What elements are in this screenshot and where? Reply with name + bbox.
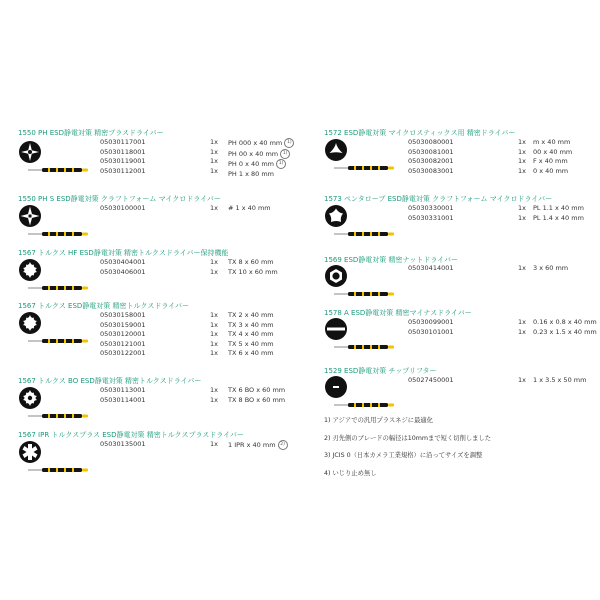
screwdriver-image <box>28 158 90 164</box>
size-spec: 0.16 x 0.8 x 40 mm <box>533 318 597 326</box>
screwdriver-image <box>334 335 396 341</box>
screwdriver-image <box>28 458 90 464</box>
part-number: 05030158001 <box>100 311 146 319</box>
group-title: 1573 ペンタローブ ESD静電対策 クラフトフォーム マイクロドライバー <box>324 195 553 203</box>
quantity: 1x <box>518 376 526 384</box>
part-number: 05030331001 <box>408 213 454 222</box>
size-spec: TX 10 x 60 mm <box>228 267 278 276</box>
quantity: 1x <box>210 311 218 319</box>
part-number: 05030135001 <box>100 440 146 448</box>
group-title: 1578 A ESD静電対策 精密マイナスドライバー <box>324 309 472 317</box>
footnote: 2) 刃先側のブレードの幅径は10mmまで短く切削しました <box>324 434 492 442</box>
size-spec: 1 x 3.5 x 50 mm <box>533 376 587 384</box>
part-number: 05030080001 <box>408 138 454 146</box>
size-spec: PH 00 x 40 mm <box>228 149 279 158</box>
part-number: 05030118001 <box>100 147 146 156</box>
quantity: 1x <box>518 327 526 336</box>
footnotes <box>324 415 491 485</box>
quantity: 1x <box>210 204 218 212</box>
size-spec: 0 x 40 mm <box>533 166 569 175</box>
part-number: 05030113001 <box>100 386 146 394</box>
part-number: 05030117001 <box>100 138 146 146</box>
footnote-marker: 1) <box>276 159 286 169</box>
size-spec: TX 6 BO x 60 mm <box>228 386 286 394</box>
quantity: 1x <box>210 157 218 166</box>
group-title: 1567 トルクス BO ESD静電対策 精密トルクスドライバー <box>18 377 202 385</box>
size-spec: TX 4 x 40 mm <box>228 330 274 339</box>
quantity: 1x <box>210 320 218 329</box>
quantity: 1x <box>518 157 526 166</box>
footnote: 3) JCIS 0（日本カメラ工業規格）に沿ってサイズを調整 <box>324 452 483 459</box>
quantity: 1x <box>518 147 526 156</box>
quantity: 1x <box>518 204 526 212</box>
size-spec: TX 2 x 40 mm <box>228 311 274 319</box>
part-number: 05030404001 <box>100 258 146 266</box>
size-spec: 3 x 60 mm <box>533 264 569 272</box>
quantity: 1x <box>210 138 218 146</box>
part-number: 05027450001 <box>408 376 454 384</box>
quantity: 1x <box>518 213 526 222</box>
part-number: 05030100001 <box>100 204 146 212</box>
group-title: 1550 PH S ESD静電対策 クラフトフォーム マイクロドライバー <box>18 195 221 203</box>
screwdriver-image <box>334 222 396 228</box>
part-number: 05030099001 <box>408 318 454 326</box>
screwdriver-image <box>28 222 90 228</box>
size-spec: F x 40 mm <box>533 157 568 166</box>
part-number: 05030101001 <box>408 327 454 336</box>
part-number: 05030112001 <box>100 166 146 175</box>
size-spec: 1 IPR x 40 mm <box>228 441 276 449</box>
quantity: 1x <box>518 138 526 146</box>
quantity: 1x <box>210 330 218 339</box>
size-spec: PH 000 x 40 mm <box>228 139 283 147</box>
size-spec: PL 1.4 x 40 mm <box>533 213 584 222</box>
footnote-marker: 1) <box>284 138 294 148</box>
size-spec: TX 5 x 40 mm <box>228 339 274 348</box>
quantity: 1x <box>210 339 218 348</box>
screwdriver-image <box>28 404 90 410</box>
size-spec: TX 6 x 40 mm <box>228 349 274 358</box>
screwdriver-image <box>334 282 396 288</box>
size-spec: PH 0 x 40 mm <box>228 160 274 169</box>
part-number: 05030159001 <box>100 320 146 329</box>
size-spec: TX 8 x 60 mm <box>228 258 274 266</box>
quantity: 1x <box>210 395 218 404</box>
part-number: 05030119001 <box>100 157 146 166</box>
group-title: 1567 トルクス ESD静電対策 精密トルクスドライバー <box>18 302 189 310</box>
footnote: 1) アジアでの汎用プラスネジに最適化 <box>324 417 433 424</box>
part-number: 05030120001 <box>100 330 146 339</box>
screwdriver-image <box>28 329 90 335</box>
quantity: 1x <box>210 147 218 156</box>
quantity: 1x <box>210 349 218 358</box>
group-title: 1569 ESD静電対策 精密ナットドライバー <box>324 256 459 264</box>
group-title: 1550 PH ESD静電対策 精密プラスドライバー <box>18 129 164 137</box>
part-number: 05030114001 <box>100 395 146 404</box>
quantity: 1x <box>518 318 526 326</box>
group-title: 1529 ESD静電対策 チップリフター <box>324 367 437 375</box>
size-spec: # 1 x 40 mm <box>228 204 271 212</box>
quantity: 1x <box>518 264 526 272</box>
quantity: 1x <box>210 440 218 448</box>
group-title: 1567 トルクス HF ESD静電対策 精密トルクスドライバー保持機能 <box>18 249 229 257</box>
quantity: 1x <box>518 166 526 175</box>
size-spec: PL 1.1 x 40 mm <box>533 204 584 212</box>
quantity: 1x <box>210 267 218 276</box>
screwdriver-image <box>28 276 90 282</box>
footnote: 4) いじり止め無し <box>324 469 377 477</box>
part-number: 05030414001 <box>408 264 454 272</box>
footnote-marker: 2) <box>278 440 288 450</box>
screwdriver-image <box>334 393 396 399</box>
part-number: 05030122001 <box>100 349 146 358</box>
size-spec: TX 3 x 40 mm <box>228 320 274 329</box>
size-spec: 00 x 40 mm <box>533 147 573 156</box>
quantity: 1x <box>210 386 218 394</box>
footnote-marker: 1) <box>280 149 290 159</box>
part-number: 05030330001 <box>408 204 454 212</box>
group-title: 1567 IPR トルクスプラス ESD静電対策 精密トルクスプラスドライバー <box>18 431 244 439</box>
quantity: 1x <box>210 166 218 175</box>
size-spec: m x 40 mm <box>533 138 571 146</box>
size-spec: TX 8 BO x 60 mm <box>228 395 286 404</box>
group-title: 1572 ESD静電対策 マイクロスティックス用 精密ドライバー <box>324 129 516 137</box>
size-spec: PH 1 x 80 mm <box>228 169 274 178</box>
part-number: 05030406001 <box>100 267 146 276</box>
size-spec: 0.23 x 1.5 x 40 mm <box>533 327 597 336</box>
part-number: 05030081001 <box>408 147 454 156</box>
part-number: 05030121001 <box>100 339 146 348</box>
screwdriver-image <box>334 156 396 162</box>
quantity: 1x <box>210 258 218 266</box>
part-number: 05030082001 <box>408 157 454 166</box>
part-number: 05030083001 <box>408 166 454 175</box>
